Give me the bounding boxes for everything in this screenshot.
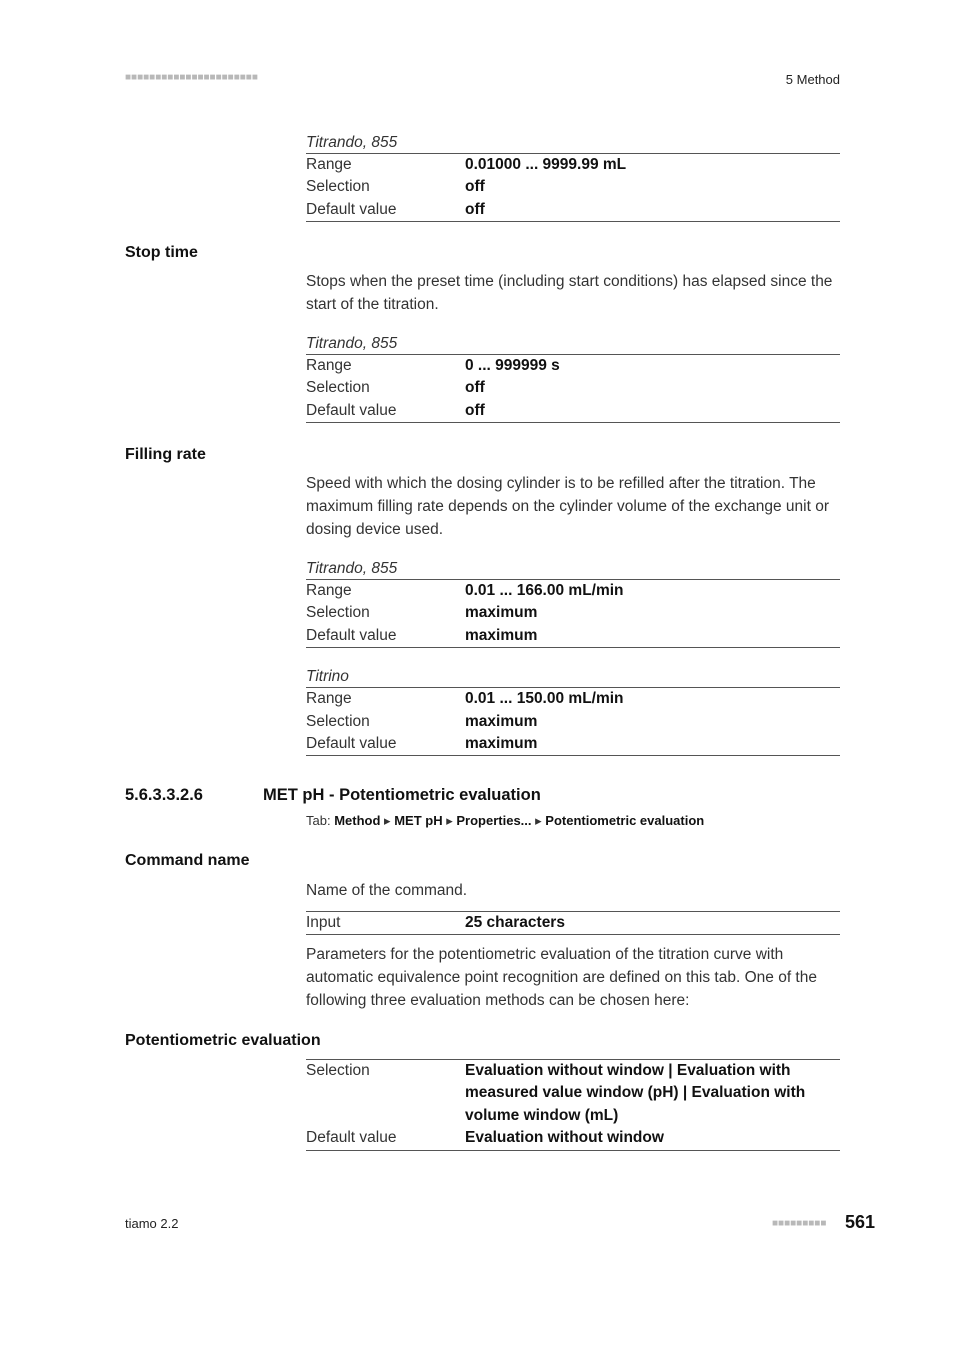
param-table [306, 1059, 840, 1151]
param-value: off [465, 401, 485, 419]
command-name-section [306, 879, 840, 1012]
heading-filling-rate: Filling rate [125, 446, 206, 463]
description: Parameters for the potentiometric evaluation of the titration curve with automatic equivalence point recognition are defined on this tab. One of the following three evaluation methods can be chosen here: [306, 946, 817, 1010]
param-value: maximum [465, 712, 538, 730]
param-key: Selection [306, 178, 370, 196]
description: Speed with which the dosing cylinder is to be refilled after the titration. The maximum filling rate depends on the cylinder volume of the exchange unit or dosing device used. [306, 475, 829, 538]
param-key: Selection [306, 379, 370, 397]
param-value: maximum [465, 626, 538, 644]
table-row [306, 625, 840, 648]
tab-label: Tab: [306, 813, 331, 828]
param-key: Input [306, 914, 341, 931]
table-row [306, 1060, 840, 1128]
breadcrumb-separator-icon: ▸ [535, 813, 542, 828]
footer-decoration: ■■■■■■■■■ [772, 1218, 827, 1229]
breadcrumb-separator-icon: ▸ [384, 813, 391, 828]
description: Stops when the preset time (including start conditions) has elapsed since the start of the titration. [306, 273, 833, 313]
header-decoration: ■■■■■■■■■■■■■■■■■■■■■■ [125, 72, 258, 83]
table-caption: Titrando, 855 [306, 335, 398, 352]
param-key: Default value [306, 1129, 397, 1147]
table-row [306, 400, 840, 423]
table-row [306, 602, 840, 624]
param-value: Evaluation without window [465, 1129, 664, 1147]
param-value: Evaluation without window | Evaluation with measured value window (pH) | Evaluation with volume window (mL) [465, 1062, 806, 1124]
param-value: 0.01000 ... 9999.99 mL [465, 156, 627, 173]
param-key: Range [306, 582, 352, 599]
table-row [306, 1127, 840, 1150]
page-number: 561 [845, 1212, 876, 1232]
stop-time-section [306, 270, 840, 423]
param-key: Range [306, 690, 352, 708]
heading-stop-time: Stop time [125, 244, 198, 261]
breadcrumb-item: MET pH [394, 813, 443, 828]
param-key: Selection [306, 1062, 370, 1079]
param-table [306, 354, 840, 423]
table-row [306, 199, 840, 222]
param-value: off [465, 200, 485, 218]
param-key: Default value [306, 735, 397, 753]
table-row [306, 711, 840, 733]
param-value: 25 characters [465, 914, 565, 931]
table-row [306, 154, 840, 177]
table-caption: Titrando, 855 [306, 134, 398, 151]
param-table [306, 911, 840, 935]
param-value: 0.01 ... 166.00 mL/min [465, 582, 624, 599]
param-value: off [465, 379, 485, 397]
heading-command-name: Command name [125, 852, 250, 869]
section-title: MET pH - Potentiometric evaluation [263, 786, 541, 804]
section-number: 5.6.3.3.2.6 [125, 786, 203, 804]
param-value: 0.01 ... 150.00 mL/min [465, 690, 624, 708]
description: Name of the command. [306, 882, 468, 899]
param-key: Selection [306, 604, 370, 622]
filling-rate-section [306, 472, 840, 756]
breadcrumb-item: Method [334, 813, 381, 828]
table-row [306, 176, 840, 198]
running-header-title: 5 Method [785, 72, 840, 87]
param-key: Default value [306, 626, 397, 644]
param-key: Default value [306, 200, 397, 218]
footer-product: tiamo 2.2 [125, 1216, 179, 1231]
breadcrumb-item: Potentiometric evaluation [545, 813, 705, 828]
param-value: 0 ... 999999 s [465, 357, 560, 374]
table-row [306, 580, 840, 603]
table-row [306, 733, 840, 756]
param-table [306, 579, 840, 648]
param-key: Default value [306, 401, 397, 419]
tab-breadcrumb [306, 813, 840, 829]
table-row [306, 377, 840, 399]
param-block-volume [306, 133, 840, 222]
table-caption: Titrino [306, 668, 349, 686]
param-key: Range [306, 156, 352, 173]
param-value: maximum [465, 735, 538, 753]
breadcrumb-separator-icon: ▸ [446, 813, 453, 828]
breadcrumb-item: Properties... [456, 813, 532, 828]
table-caption: Titrando, 855 [306, 560, 398, 577]
param-table [306, 687, 840, 756]
table-row [306, 912, 840, 935]
param-value: maximum [465, 604, 538, 622]
param-table [306, 153, 840, 222]
table-row [306, 688, 840, 711]
param-key: Range [306, 357, 352, 374]
param-key: Selection [306, 712, 370, 730]
table-row [306, 355, 840, 378]
potentiometric-section [306, 1059, 840, 1151]
heading-potentiometric-evaluation: Potentiometric evaluation [125, 1032, 321, 1049]
param-value: off [465, 178, 485, 196]
